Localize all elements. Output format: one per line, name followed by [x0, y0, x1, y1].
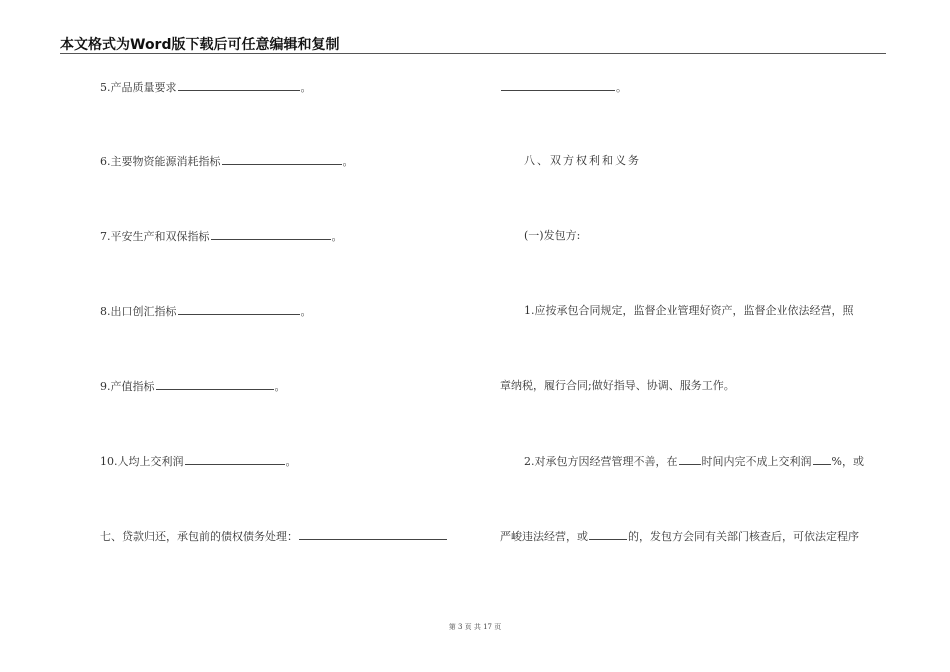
- clause-2-cont-post: 的，发包方会同有关部门核查后，可依法定程序: [628, 530, 859, 543]
- party-a-heading: (一)发包方:: [524, 229, 581, 242]
- document-header-title: 本文格式为Word版下载后可任意编辑和复制: [60, 37, 340, 53]
- item-10-end: 。: [285, 455, 297, 468]
- clause-2-cont-blank: [589, 529, 627, 540]
- page-number-footer: 第 3 页 共 17 页: [448, 623, 502, 631]
- item-6-line: [100, 154, 354, 169]
- clause-2-blank-time: [679, 454, 701, 465]
- item-7-blank: [211, 229, 331, 240]
- right-cont-line: [500, 80, 627, 95]
- clause-1-continuation: 章纳税，履行合同;做好指导、协调、服务工作。: [500, 379, 735, 392]
- section-8-heading: 八、双方权利和义务: [524, 154, 641, 167]
- clause-2-blank-percent: [813, 454, 831, 465]
- item-5-end: 。: [300, 81, 312, 94]
- item-10-label: 10.人均上交利润: [100, 455, 184, 468]
- item-5-label: 5.产品质量要求: [100, 81, 177, 94]
- clause-2-continuation: [500, 529, 859, 544]
- item-6-end: 。: [342, 155, 354, 168]
- right-cont-end: 。: [616, 81, 627, 94]
- item-8-line: [100, 304, 312, 319]
- item-9-blank: [156, 379, 274, 390]
- section-7-blank: [299, 529, 447, 540]
- item-9-label: 9.产值指标: [100, 380, 155, 393]
- item-6-blank: [222, 154, 342, 165]
- item-7-end: 。: [331, 230, 343, 243]
- clause-2-pre: 2.对承包方因经营管理不善，在: [524, 455, 678, 468]
- section-7-heading: 七、贷款归还，承包前的债权债务处理：: [100, 530, 298, 543]
- clause-1-line: 1.应按承包合同规定，监督企业管理好资产，监督企业依法经营，照: [524, 304, 854, 317]
- item-10-line: [100, 454, 297, 469]
- item-9-end: 。: [274, 380, 286, 393]
- item-8-blank: [178, 304, 300, 315]
- section-7-line: [100, 529, 448, 544]
- item-8-end: 。: [300, 305, 312, 318]
- clause-2-cont-pre: 严峻违法经营，或: [500, 530, 588, 543]
- item-9-line: [100, 379, 286, 394]
- right-cont-blank: [501, 80, 615, 91]
- header-divider: [60, 53, 886, 54]
- clause-2-mid: 时间内完不成上交利润: [701, 455, 812, 468]
- item-7-label: 7.平安生产和双保指标: [100, 230, 210, 243]
- clause-2-post: %，或: [831, 455, 864, 468]
- item-8-label: 8.出口创汇指标: [100, 305, 177, 318]
- item-7-line: [100, 229, 343, 244]
- item-10-blank: [185, 454, 285, 465]
- clause-2-line: [524, 454, 864, 469]
- item-6-label: 6.主要物资能源消耗指标: [100, 155, 221, 168]
- item-5-line: [100, 80, 312, 95]
- item-5-blank: [178, 80, 300, 91]
